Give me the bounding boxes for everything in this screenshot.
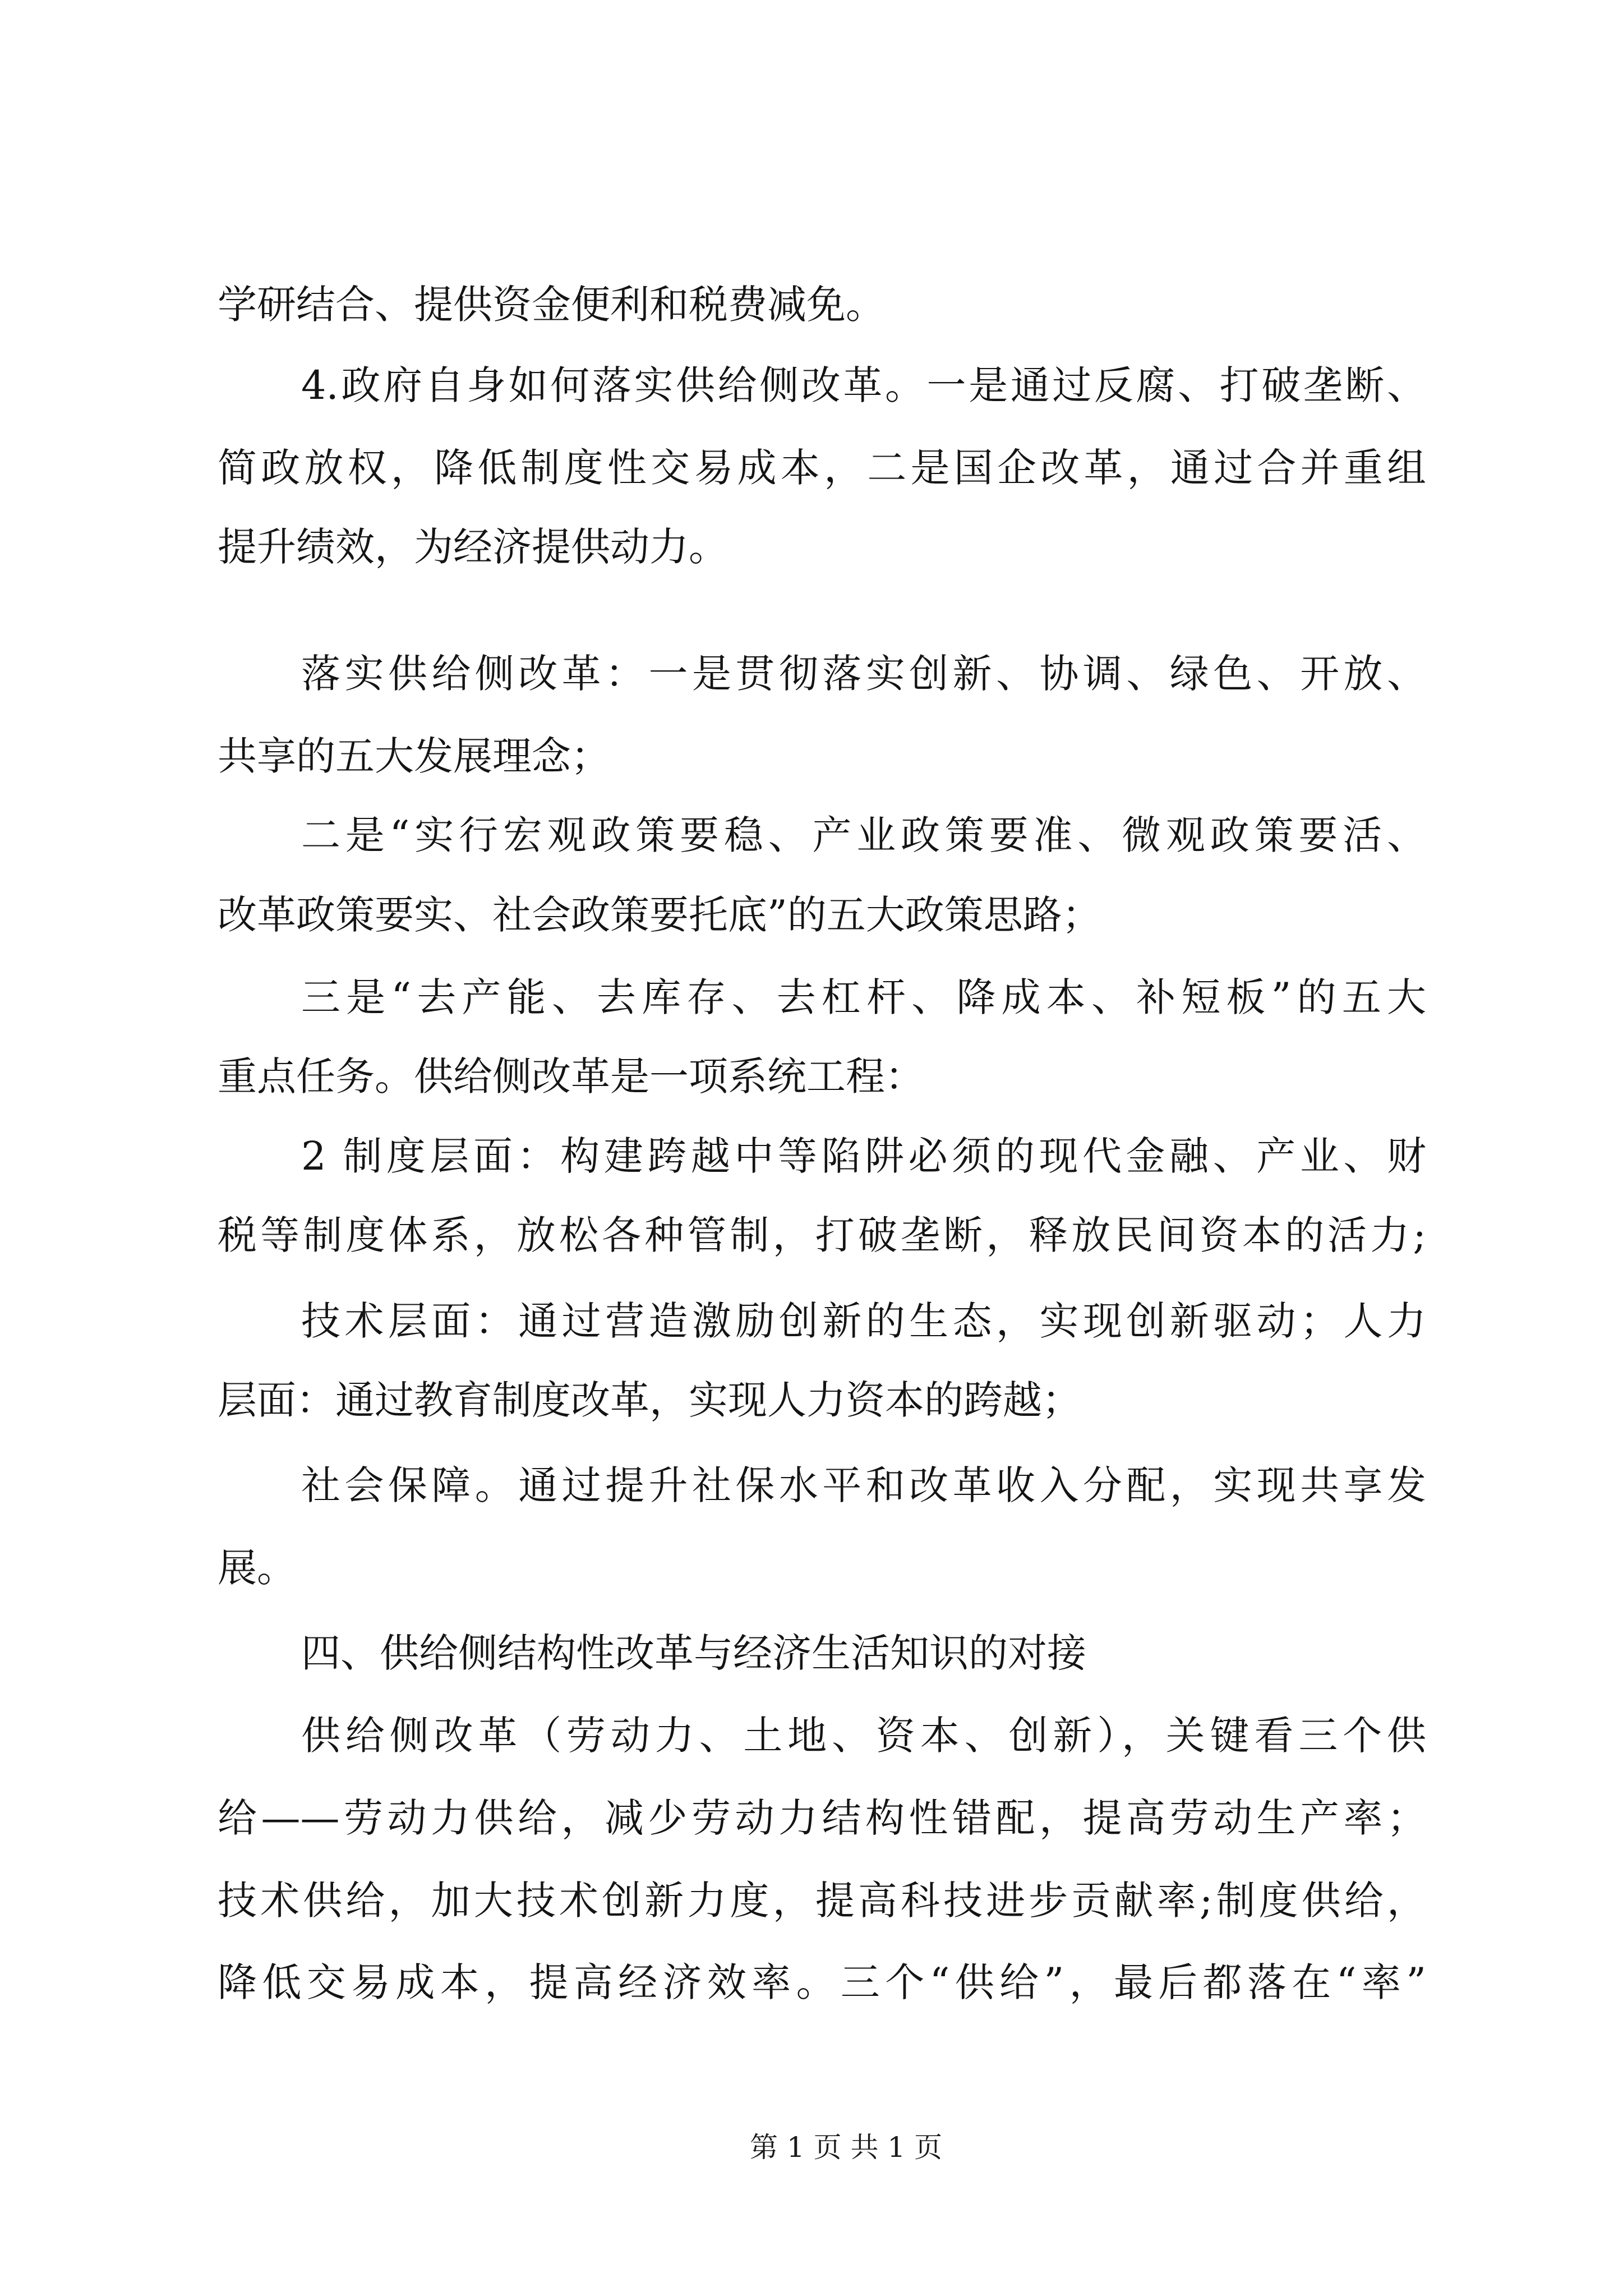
paragraph-line: 给——劳动力供给，减少劳动力结构性错配，提高劳动生产率； <box>218 1795 1426 1841</box>
paragraph-line: 层面：通过教育制度改革，实现人力资本的跨越； <box>218 1377 1081 1423</box>
paragraph-line: 技术供给，加大技术创新力度，提高科技进步贡献率;制度供给， <box>218 1878 1426 1924</box>
paragraph-line: 税等制度体系，放松各种管制，打破垄断，释放民间资本的活力; <box>218 1212 1426 1258</box>
paragraph-line: 4.政府自身如何落实供给侧改革。一是通过反腐、打破垄断、 <box>301 362 1426 408</box>
paragraph-line: 2 制度层面：构建跨越中等陷阱必须的现代金融、产业、财 <box>301 1133 1426 1179</box>
section-heading: 四、供给侧结构性改革与经济生活知识的对接 <box>301 1630 1086 1676</box>
paragraph-line: 提升绩效，为经济提供动力。 <box>218 524 728 570</box>
paragraph-line: 供给侧改革（劳动力、土地、资本、创新），关键看三个供 <box>301 1713 1426 1759</box>
paragraph-line: 学研结合、提供资金便利和税费减免。 <box>218 282 885 328</box>
paragraph-line: 简政放权，降低制度性交易成本，二是国企改革，通过合并重组 <box>218 445 1426 491</box>
paragraph-line: 改革政策要实、社会政策要托底”的五大政策思路； <box>218 892 1101 938</box>
paragraph-line: 落实供给侧改革：一是贯彻落实创新、协调、绿色、开放、 <box>301 651 1426 697</box>
paragraph-line: 社会保障。通过提升社保水平和改革收入分配，实现共享发 <box>301 1462 1426 1508</box>
paragraph-line: 三是“去产能、去库存、去杠杆、降成本、补短板”的五大 <box>301 974 1426 1020</box>
page-footer: 第 1 页 共 1 页 <box>750 2131 943 2164</box>
paragraph-line: 降低交易成本，提高经济效率。三个“供给”，最后都落在“率” <box>218 1959 1426 2005</box>
paragraph-line: 展。 <box>218 1545 296 1591</box>
paragraph-line: 技术层面：通过营造激励创新的生态，实现创新驱动；人力 <box>301 1298 1426 1344</box>
paragraph-line: 二是“实行宏观政策要稳、产业政策要准、微观政策要活、 <box>301 812 1426 858</box>
paragraph-line: 共享的五大发展理念； <box>218 733 610 779</box>
paragraph-line: 重点任务。供给侧改革是一项系统工程： <box>218 1053 924 1099</box>
